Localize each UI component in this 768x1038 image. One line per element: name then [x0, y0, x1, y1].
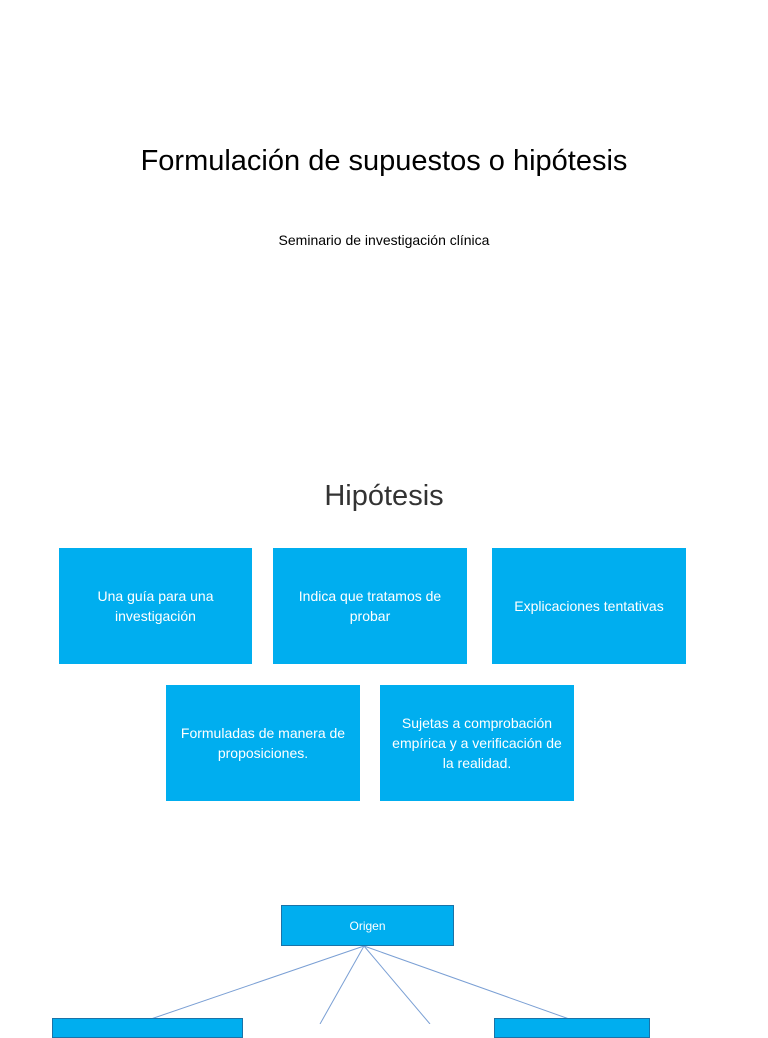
origin-node: Origen — [281, 905, 454, 946]
page-subtitle: Seminario de investigación clínica — [278, 232, 490, 248]
hypothesis-box-4: Formuladas de manera de proposiciones. — [166, 685, 360, 801]
connector-line — [148, 946, 364, 1020]
connector-line — [320, 946, 364, 1024]
child-node-left — [52, 1018, 243, 1038]
child-node-right — [494, 1018, 650, 1038]
hypothesis-box-5: Sujetas a comprobación empírica y a verificación de la realidad. — [380, 685, 574, 801]
hypothesis-box-1: Una guía para una investigación — [59, 548, 252, 664]
hypothesis-box-3: Explicaciones tentativas — [492, 548, 686, 664]
hypothesis-box-2: Indica que tratamos de probar — [273, 548, 467, 664]
section-heading: Hipótesis — [324, 480, 444, 512]
page-title: Formulación de supuestos o hipótesis — [140, 145, 628, 177]
